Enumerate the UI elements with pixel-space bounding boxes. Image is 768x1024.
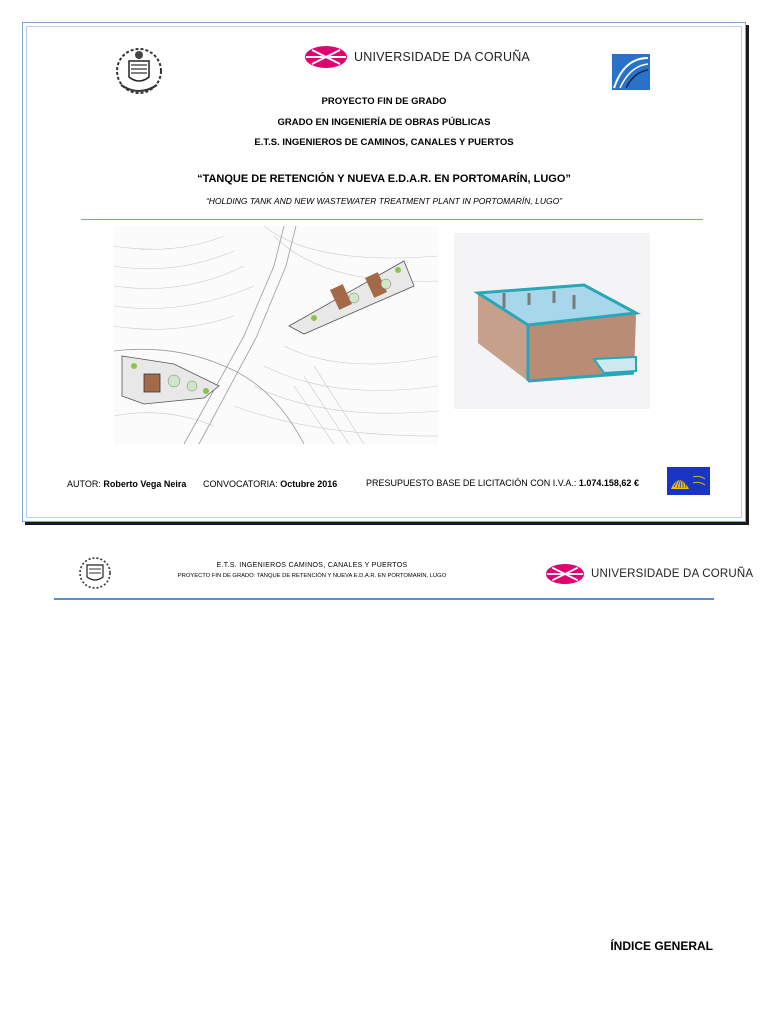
header-project: PROYECTO FIN DE GRADO: TANQUE DE RETENCIÓN Y NUEVA E.D.A.R. EN PORTOMARÍN, LUGO bbox=[177, 573, 447, 579]
udc-logo-icon bbox=[304, 45, 348, 69]
header-udc-name: UNIVERSIDADE DA CORUÑA bbox=[591, 568, 754, 580]
degree: GRADO EN INGENIERÍA DE OBRAS PÚBLICAS bbox=[277, 117, 491, 128]
project-subtitle: “HOLDING TANK AND NEW WASTEWATER TREATMENT PLANT IN PORTOMARÍN, LUGO” bbox=[205, 196, 563, 206]
author-label: AUTOR: bbox=[67, 479, 104, 489]
budget-value: 1.074.158,62 € bbox=[578, 478, 639, 488]
tank-render-image bbox=[454, 233, 650, 409]
school-seal-icon bbox=[113, 45, 165, 97]
udc-logo bbox=[304, 45, 530, 69]
budget-label: PRESUPUESTO BASE DE LICITACIÓN CON I.V.A.: bbox=[366, 478, 579, 488]
call-line bbox=[203, 479, 337, 489]
site-plan-image bbox=[114, 226, 438, 444]
camino-santiago-logo-icon bbox=[667, 467, 710, 495]
project-type: PROYECTO FIN DE GRADO bbox=[321, 96, 447, 107]
cover-divider bbox=[81, 219, 703, 220]
author-name: Roberto Vega Neira bbox=[103, 479, 187, 489]
budget-line bbox=[366, 478, 639, 488]
header-udc-logo-icon bbox=[545, 563, 585, 585]
author-line bbox=[67, 479, 186, 489]
udc-name: UNIVERSIDADE DA CORUÑA bbox=[354, 50, 530, 64]
project-title: “TANQUE DE RETENCIÓN Y NUEVA E.D.A.R. EN PORTOMARÍN, LUGO” bbox=[197, 173, 571, 185]
header-school: E.T.S. INGENIEROS CAMINOS, CANALES Y PUERTOS bbox=[216, 562, 408, 569]
header-udc-logo bbox=[545, 563, 753, 585]
header-divider bbox=[54, 598, 714, 600]
section-title: ÍNDICE GENERAL bbox=[610, 939, 713, 953]
call-label: CONVOCATORIA: bbox=[203, 479, 281, 489]
school-name: E.T.S. INGENIEROS DE CAMINOS, CANALES Y PUERTOS bbox=[254, 137, 514, 148]
cover-card bbox=[22, 22, 746, 522]
faculty-logo-icon bbox=[612, 54, 650, 90]
call-value: Octubre 2016 bbox=[280, 479, 338, 489]
